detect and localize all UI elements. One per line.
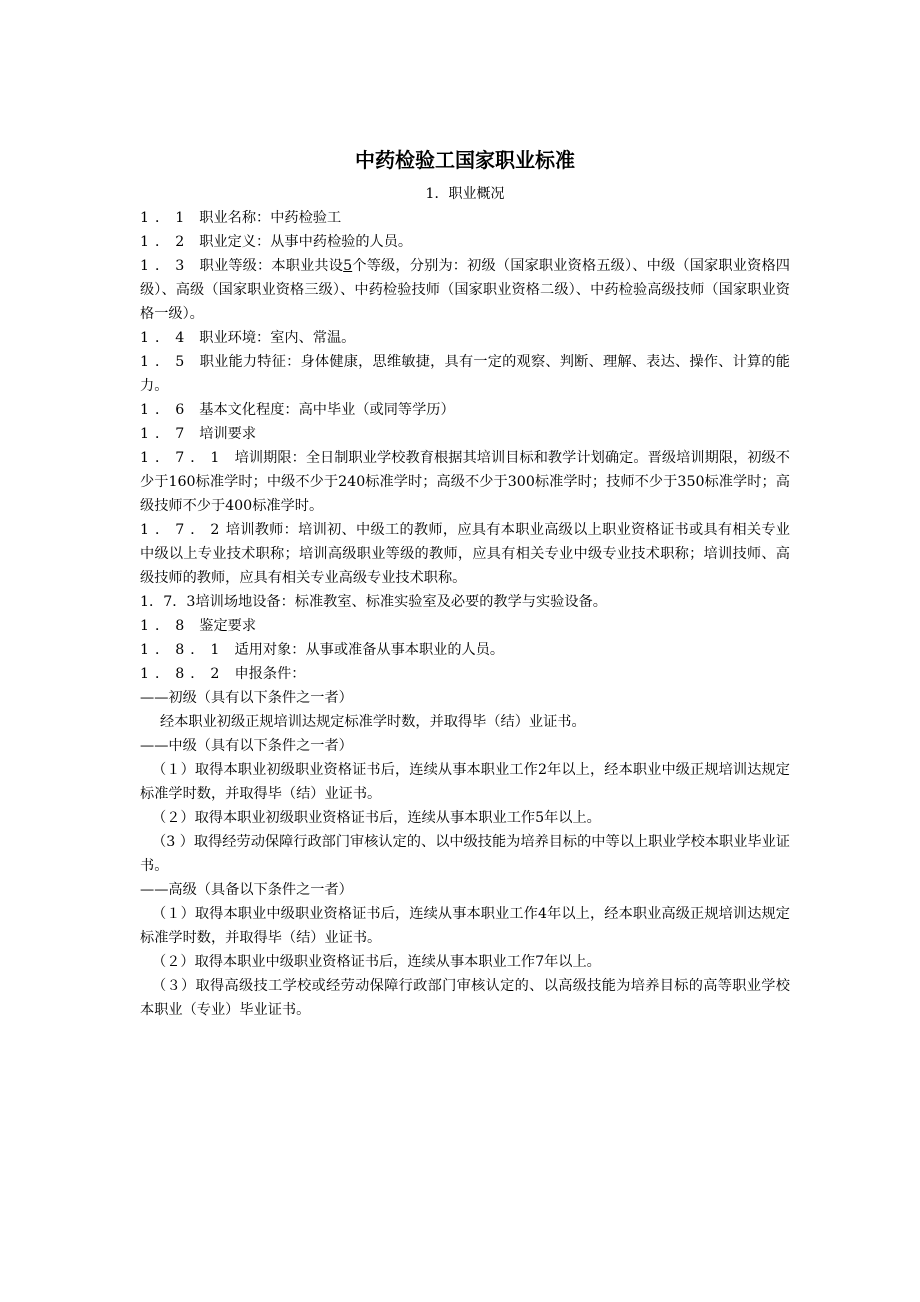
item-number: 1．8．1 bbox=[140, 642, 226, 658]
item-text: 培训要求 bbox=[199, 426, 257, 442]
item-number: 1．1 bbox=[140, 210, 191, 226]
item-text: 职业定义：从事中药检验的人员。 bbox=[199, 234, 413, 250]
item-text: 基本文化程度：高中毕业（或同等学历） bbox=[199, 402, 455, 418]
level-senior-condition-1 bbox=[140, 902, 790, 950]
level-intermediate-heading: ——中级（具有以下条件之一者） bbox=[140, 738, 353, 754]
level-senior-condition-3 bbox=[140, 974, 790, 1022]
item-number: 1．4 bbox=[140, 330, 191, 346]
condition-text: （３）取得高级技工学校或经劳动保障行政部门审核认定的、以高级技能为培养目标的高等职业学校本职业（专业）毕业证书。 bbox=[140, 978, 790, 1018]
level-count: 5 bbox=[343, 258, 353, 274]
document-title: 中药检验工国家职业标准 bbox=[355, 148, 575, 172]
item-1-3 bbox=[140, 254, 790, 326]
item-number: 1．7．2 bbox=[140, 522, 226, 538]
item-text: 培训场地设备：标准教室、标准实验室及必要的教学与实验设备。 bbox=[195, 594, 607, 610]
item-1-7-3 bbox=[140, 590, 790, 614]
item-number: 1．7 bbox=[140, 426, 191, 442]
condition-text: （２）取得本职业中级职业资格证书后，连续从事本职业工作7年以上。 bbox=[152, 954, 601, 970]
level-intermediate-condition-1 bbox=[140, 758, 790, 806]
level-intermediate-condition-3 bbox=[140, 830, 790, 878]
item-text: 申报条件： bbox=[234, 666, 306, 682]
item-text: 职业环境：室内、常温。 bbox=[199, 330, 356, 346]
level-intermediate-condition-2 bbox=[140, 806, 790, 830]
item-text-cont: 个等级，分别为：初级（国家职业资格五级）、中级（国家职业资格四级）、高级（国家职业资格三级）、中药检验技师（国家职业资格二级）、中药检验高级技师（国家职业资格一级）。 bbox=[140, 258, 790, 322]
level-senior-heading: ——高级（具备以下条件之一者） bbox=[140, 882, 353, 898]
item-text: 职业等级：本职业共设 bbox=[199, 258, 344, 274]
item-number: 1．8 bbox=[140, 618, 191, 634]
item-number: 1．6 bbox=[140, 402, 191, 418]
condition-text: （２）取得本职业初级职业资格证书后，连续从事本职业工作5年以上。 bbox=[152, 810, 601, 826]
item-1-7-2 bbox=[140, 518, 790, 590]
item-text: 职业能力特征：身体健康，思维敏捷，具有一定的观察、判断、理解、表达、操作、计算的能力。 bbox=[140, 354, 790, 394]
item-text: 培训教师：培训初、中级工的教师，应具有本职业高级以上职业资格证书或具有相关专业中级以上专业技术职称；培训高级职业等级的教师，应具有相关专业中级专业技术职称；培训技师、高级技师的教师，应具有相关专业高级专业技术职称。 bbox=[140, 522, 790, 586]
level-junior-condition: 经本职业初级正规培训达规定标准学时数，并取得毕（结）业证书。 bbox=[160, 714, 586, 730]
document-page bbox=[140, 144, 790, 1022]
item-text: 适用对象：从事或准备从事本职业的人员。 bbox=[234, 642, 505, 658]
section-heading: 1．职业概况 bbox=[425, 186, 505, 202]
condition-text: （3 ）取得经劳动保障行政部门审核认定的、以中级技能为培养目标的中等以上职业学校本职业毕业证书。 bbox=[140, 834, 790, 874]
item-number: 1．5 bbox=[140, 354, 191, 370]
item-1-8-2 bbox=[140, 662, 790, 686]
item-1-4 bbox=[140, 326, 790, 350]
item-number: 1．7．1 bbox=[140, 450, 226, 466]
item-number: 1．7．3 bbox=[140, 594, 196, 610]
item-number: 1．8．2 bbox=[140, 666, 226, 682]
item-1-7 bbox=[140, 422, 790, 446]
item-1-7-1 bbox=[140, 446, 790, 518]
condition-text: （１）取得本职业中级职业资格证书后，连续从事本职业工作4年以上，经本职业高级正规培训达规定标准学时数，并取得毕（结）业证书。 bbox=[140, 906, 790, 946]
item-1-2 bbox=[140, 230, 790, 254]
level-senior-condition-2 bbox=[140, 950, 790, 974]
level-junior-heading: ——初级（具有以下条件之一者） bbox=[140, 690, 353, 706]
item-text: 培训期限：全日制职业学校教育根据其培训目标和教学计划确定。晋级培训期限，初级不少于160标准学时；中级不少于240标准学时；高级不少于300标准学时；技师不少于350标准学时；高级技师不少于400标准学时。 bbox=[140, 450, 790, 514]
item-number: 1．3 bbox=[140, 258, 191, 274]
item-1-8 bbox=[140, 614, 790, 638]
item-1-6 bbox=[140, 398, 790, 422]
item-1-1 bbox=[140, 206, 790, 230]
item-text: 职业名称：中药检验工 bbox=[199, 210, 342, 226]
item-1-5 bbox=[140, 350, 790, 398]
item-1-8-1 bbox=[140, 638, 790, 662]
item-text: 鉴定要求 bbox=[199, 618, 257, 634]
condition-text: （１）取得本职业初级职业资格证书后，连续从事本职业工作2年以上，经本职业中级正规培训达规定标准学时数，并取得毕（结）业证书。 bbox=[140, 762, 790, 802]
item-number: 1．2 bbox=[140, 234, 191, 250]
